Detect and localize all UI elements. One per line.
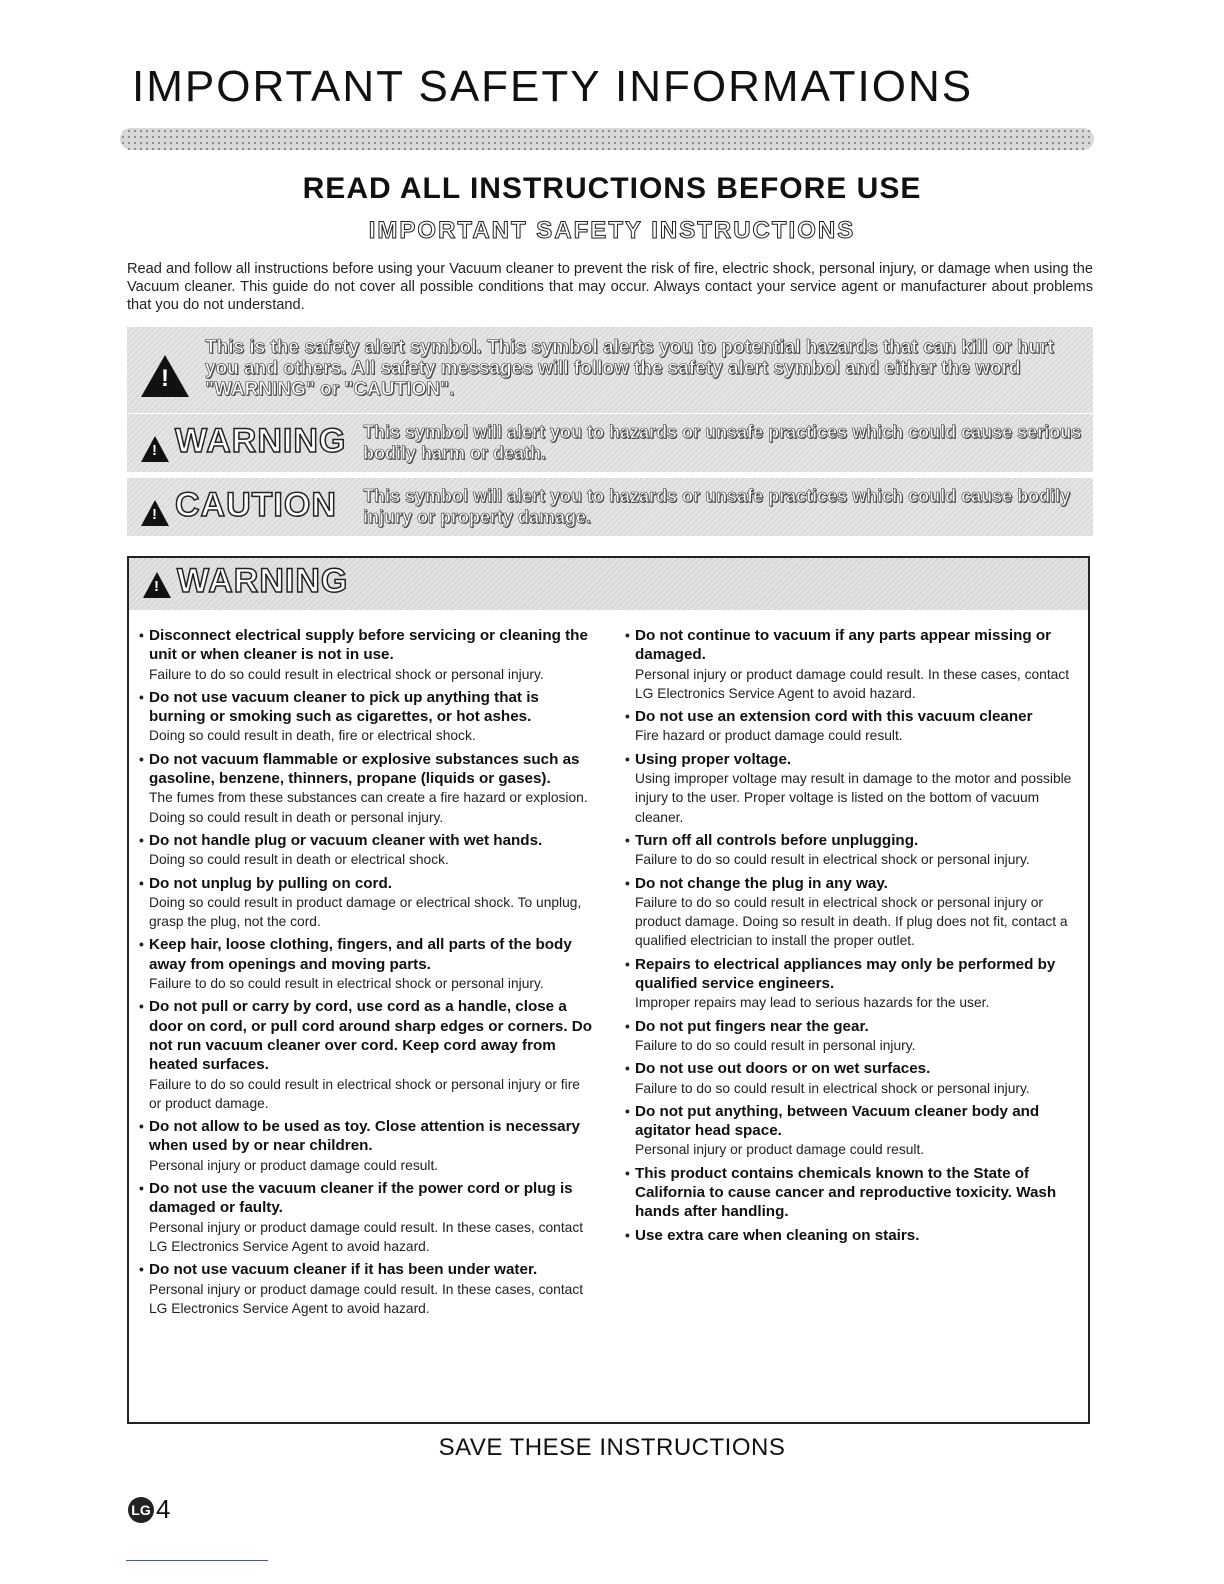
page-title: IMPORTANT SAFETY INFORMATIONS — [132, 62, 974, 111]
item-heading: Do not put fingers near the gear. — [635, 1017, 869, 1035]
bullet: • — [625, 1227, 630, 1243]
item-heading: Do not unplug by pulling on cord. — [149, 874, 392, 892]
item-heading: Disconnect electrical supply before servicing or cleaning the unit or when cleaner is not in use. — [149, 627, 588, 664]
list-item — [621, 1059, 1081, 1098]
lg-logo-icon: LG — [128, 1497, 154, 1523]
item-description: Doing so could result in product damage or electrical shock. To unplug, grasp the plug, not the cord. — [149, 894, 582, 930]
bullet: • — [625, 628, 630, 643]
bullet: • — [625, 956, 630, 972]
main-heading: READ ALL INSTRUCTIONS BEFORE USE — [302, 172, 922, 205]
warning-box-triangle-icon — [143, 572, 171, 598]
bullet: • — [139, 1119, 144, 1135]
bullet: • — [625, 875, 630, 891]
item-description: Failure to do so could result in electrical shock or personal injury or fire or product damage. — [149, 1076, 580, 1111]
list-item — [135, 1117, 595, 1175]
item-description: Personal injury or product damage could result. In these cases, contact LG Electronics Service Agent to avoid hazard. — [149, 1219, 584, 1254]
list-item — [135, 688, 595, 746]
bullet: • — [139, 1262, 144, 1278]
bullet: • — [139, 628, 144, 643]
list-item — [621, 626, 1081, 703]
bottom-rule — [126, 1560, 268, 1561]
bullet: • — [139, 751, 144, 767]
list-item — [135, 831, 595, 870]
page-number-area — [128, 1494, 170, 1525]
item-heading: Do not use out doors or on wet surfaces. — [635, 1060, 931, 1078]
item-description: The fumes from these substances can create a fire hazard or explosion. Doing so could result in death or personal injury. — [149, 790, 588, 825]
item-heading: Do not use vacuum cleaner to pick up anything that is burning or smoking such as cigarettes, or hot ashes. — [149, 688, 539, 726]
list-item — [621, 874, 1081, 951]
intro-paragraph: Read and follow all instructions before using your Vacuum cleaner to prevent the risk of fire, electric shock, personal injury, or damage when using the Vacuum cleaner. This guide do not cover all possible conditions that may occur. Always contact your service agent or manufacturer about problems that you do not understand. — [127, 261, 1093, 313]
list-item — [621, 1017, 1081, 1056]
warning-box — [127, 556, 1090, 1424]
item-description: Using improper voltage may result in damage to the motor and possible injury to the user. Proper voltage is listed on the bottom of vacuum cleaner. — [635, 771, 1072, 825]
list-item — [135, 1260, 595, 1318]
bullet: • — [139, 937, 144, 953]
list-item — [621, 1102, 1081, 1160]
item-heading: Do not handle plug or vacuum cleaner with wet hands. — [149, 831, 543, 849]
warning-triangle-icon — [141, 436, 169, 462]
bullet: • — [625, 1103, 630, 1119]
list-item — [135, 935, 595, 993]
list-item — [135, 874, 595, 932]
warning-definition-panel — [127, 414, 1093, 472]
bullet: • — [625, 1165, 630, 1181]
item-description: Improper repairs may lead to serious hazards for the user. — [635, 995, 990, 1011]
item-heading: Use extra care when cleaning on stairs. — [635, 1226, 920, 1244]
sub-heading: IMPORTANT SAFETY INSTRUCTIONS — [368, 217, 856, 244]
item-description: Failure to do so could result in electrical shock or personal injury. — [635, 852, 1030, 868]
item-heading: Do not pull or carry by cord, use cord as a handle, close a door on cord, or pull cord around sharp edges or corners. Do not run vacuum cleaner over cord. Keep cord away from heated surfaces. — [149, 998, 593, 1074]
item-description: Doing so could result in death or electrical shock. — [149, 852, 449, 868]
item-heading: Turn off all controls before unplugging. — [635, 831, 919, 849]
safety-alert-text: This is the safety alert symbol. This symbol alerts you to potential hazards that can kill or hurt you and others. All safety messages will follow the safety alert symbol and either the word "WARNING" or "CAUTION". — [205, 337, 1054, 400]
item-heading: Do not change the plug in any way. — [635, 874, 888, 892]
list-item — [621, 750, 1081, 827]
item-description: Doing so could result in death, fire or electrical shock. — [149, 728, 476, 744]
warning-box-header — [129, 558, 1088, 610]
item-heading: Repairs to electrical appliances may only be performed by qualified service engineers. — [635, 955, 1056, 993]
warning-list-left — [135, 626, 595, 1322]
bullet: • — [625, 1061, 630, 1077]
caution-triangle-icon — [141, 500, 169, 526]
list-item — [135, 626, 595, 684]
list-item — [135, 1179, 595, 1256]
bullet: • — [139, 875, 144, 891]
item-description: Personal injury or product damage could result. In these cases, contact LG Electronics Service Agent to avoid hazard. — [635, 666, 1070, 701]
warning-box-title: WARNING — [177, 562, 349, 600]
item-description: Personal injury or product damage could result. In these cases, contact LG Electronics Service Agent to avoid hazard. — [149, 1281, 584, 1316]
bullet: • — [625, 709, 630, 725]
item-heading: Do not vacuum flammable or explosive substances such as gasoline, benzene, thinners, propane (liquids or gases). — [149, 750, 580, 788]
page-number: 4 — [156, 1494, 171, 1524]
item-description: Failure to do so could result in electrical shock or personal injury. — [149, 666, 544, 682]
item-heading: Do not use an extension cord with this vacuum cleaner — [635, 708, 1033, 726]
item-description: Failure to do so could result in electrical shock or personal injury. — [149, 976, 544, 992]
item-description: Failure to do so could result in electrical shock or personal injury or product damage. Doing so result in death. If plug does not fit, contact a qualified electrician to install the proper outlet. — [635, 894, 1068, 949]
list-item — [135, 997, 595, 1113]
item-heading: Do not use the vacuum cleaner if the power cord or plug is damaged or faulty. — [149, 1180, 573, 1217]
list-item — [621, 1226, 1081, 1245]
item-heading: This product contains chemicals known to the State of California to cause cancer and reproductive toxicity. Wash hands after handling. — [635, 1164, 1057, 1221]
list-item — [621, 831, 1081, 870]
item-description: Personal injury or product damage could result. — [635, 1142, 925, 1158]
bullet: • — [139, 999, 144, 1015]
bullet: • — [625, 751, 630, 767]
item-description: Fire hazard or product damage could result. — [635, 728, 903, 744]
bullet: • — [625, 1018, 630, 1034]
caution-label: CAUTION — [175, 486, 337, 524]
bullet: • — [139, 832, 144, 848]
caution-definition-panel — [127, 478, 1093, 536]
item-heading: Using proper voltage. — [635, 750, 792, 768]
item-heading: Do not use vacuum cleaner if it has been under water. — [149, 1261, 538, 1279]
safety-alert-panel — [127, 327, 1093, 413]
warning-label: WARNING — [175, 422, 347, 460]
item-description: Personal injury or product damage could result. — [149, 1157, 439, 1173]
warning-definition-text: This symbol will alert you to hazards or unsafe practices which could cause serious bodily harm or death. — [363, 422, 1082, 463]
item-heading: Do not put anything, between Vacuum cleaner body and agitator head space. — [635, 1102, 1040, 1140]
title-divider-bar — [120, 128, 1094, 150]
item-heading: Do not continue to vacuum if any parts appear missing or damaged. — [635, 627, 1052, 664]
list-item — [135, 750, 595, 827]
bullet: • — [139, 1181, 144, 1197]
list-item — [621, 1164, 1081, 1222]
alert-triangle-icon — [141, 355, 189, 397]
item-description: Failure to do so could result in electrical shock or personal injury. — [635, 1080, 1030, 1096]
list-item — [621, 955, 1081, 1013]
bullet: • — [625, 832, 630, 848]
item-description: Failure to do so could result in personal injury. — [635, 1037, 916, 1053]
warning-list-right — [621, 626, 1081, 1249]
list-item — [621, 707, 1081, 746]
caution-definition-text: This symbol will alert you to hazards or unsafe practices which could cause bodily injury or property damage. — [363, 486, 1071, 527]
save-instructions-footer: SAVE THESE INSTRUCTIONS — [438, 1434, 786, 1461]
item-heading: Do not allow to be used as toy. Close attention is necessary when used by or near children. — [149, 1118, 580, 1155]
item-heading: Keep hair, loose clothing, fingers, and all parts of the body away from openings and moving parts. — [149, 936, 572, 973]
bullet: • — [139, 689, 144, 705]
